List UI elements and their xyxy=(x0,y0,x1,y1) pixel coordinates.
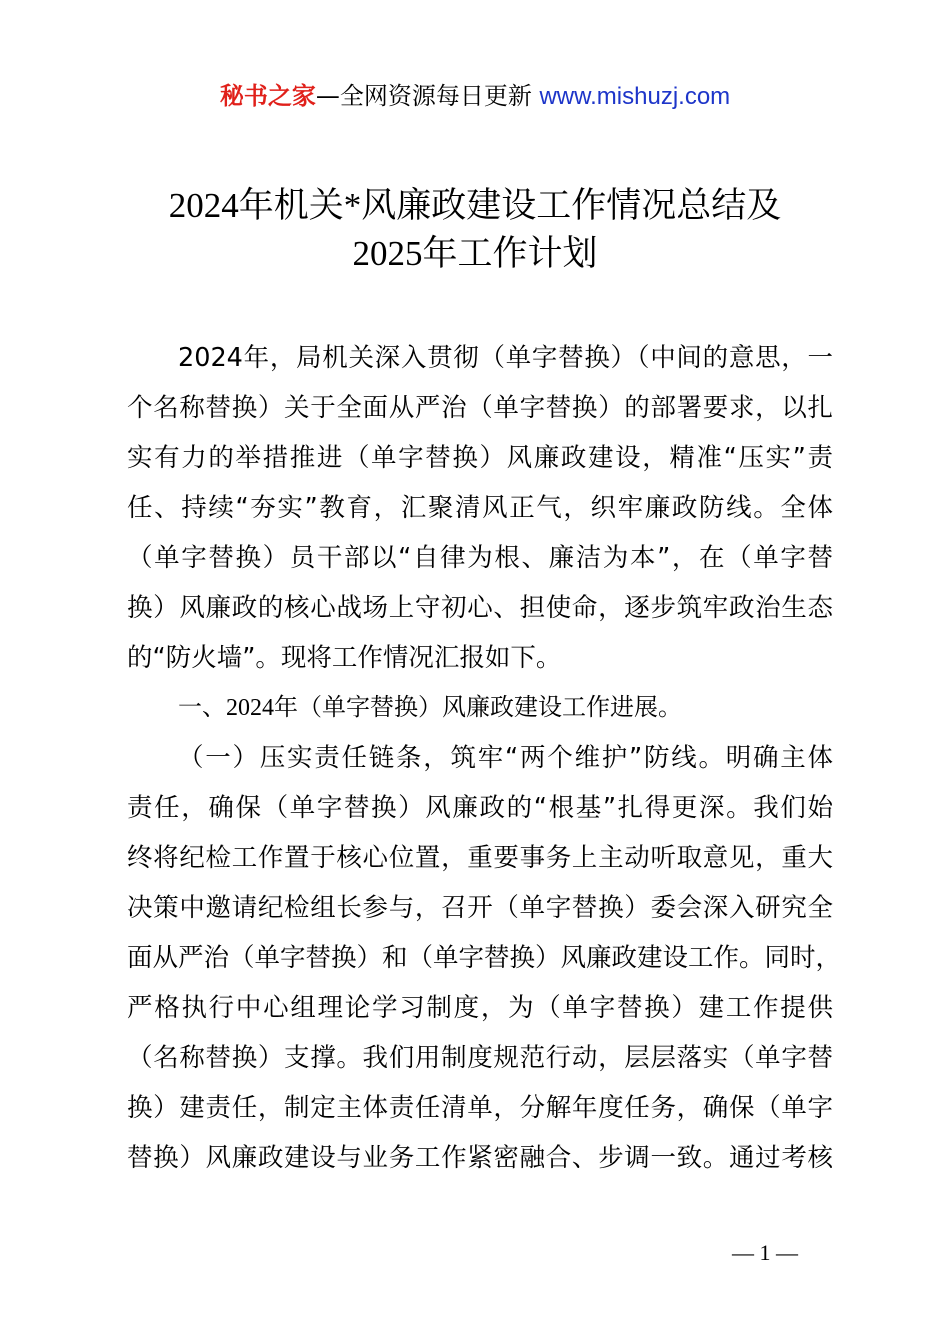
body-line: 实有力的举措推进（单字替换）风廉政建设，精准“压实”责 xyxy=(127,443,833,473)
body-line: 决策中邀请纪检组长参与，召开（单字替换）委会深入研究全 xyxy=(127,893,833,923)
body-line: 换）风廉政的核心战场上守初心、担使命，逐步筑牢政治生态 xyxy=(127,593,833,623)
title-line-1: 2024年机关*风廉政建设工作情况总结及 xyxy=(168,186,782,225)
body-line: 任、持续“夯实”教育，汇聚清风正气，织牢廉政防线。全体 xyxy=(127,493,833,523)
body-line: 替换）风廉政建设与业务工作紧密融合、步调一致。通过考核 xyxy=(127,1143,833,1173)
brand-name: 秘书之家 xyxy=(219,82,316,110)
body-line: 个名称替换）关于全面从严治（单字替换）的部署要求，以扎 xyxy=(127,393,833,423)
site-url-link[interactable]: www.mishuzj.com xyxy=(539,83,731,110)
body-line: 终将纪检工作置于核心位置，重要事务上主动听取意见，重大 xyxy=(127,843,833,873)
body-line: 换）建责任，制定主体责任清单，分解年度任务，确保（单字 xyxy=(127,1093,833,1123)
body-line: （名称替换）支撑。我们用制度规范行动，层层落实（单字替 xyxy=(127,1043,833,1073)
body-line: （一）压实责任链条，筑牢“两个维护”防线。明确主体 xyxy=(178,743,833,773)
brand-slogan: —全网资源每日更新 xyxy=(315,82,532,110)
body-line: 2024年，局机关深入贯彻（单字替换）（中间的意思，一 xyxy=(178,343,833,373)
title-line-2: 2025年工作计划 xyxy=(352,234,598,273)
site-header xyxy=(0,80,950,113)
section-heading: 一、2024年（单字替换）风廉政建设工作进展。 xyxy=(178,695,682,721)
body-line: （单字替换）员干部以“自律为根、廉洁为本”，在（单字替 xyxy=(127,543,833,573)
document-title xyxy=(0,182,950,278)
body-line: 面从严治（单字替换）和（单字替换）风廉政建设工作。同时， xyxy=(127,943,842,973)
document-body xyxy=(127,333,842,1183)
body-line: 责任，确保（单字替换）风廉政的“根基”扎得更深。我们始 xyxy=(127,793,833,823)
body-line: 的“防火墙”。现将工作情况汇报如下。 xyxy=(127,643,562,673)
body-line: 严格执行中心组理论学习制度，为（单字替换）建工作提供 xyxy=(127,993,833,1023)
page-number: — 1 — xyxy=(732,1240,798,1265)
